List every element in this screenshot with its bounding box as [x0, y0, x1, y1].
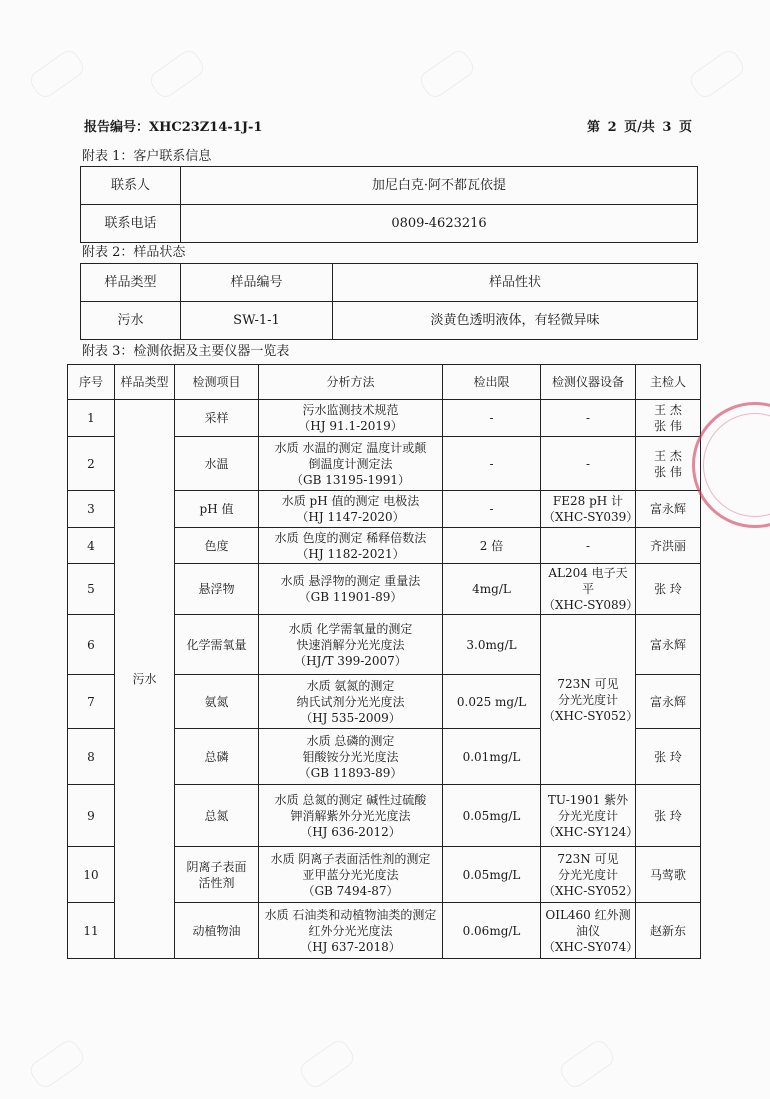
test-item: 悬浮物 — [175, 564, 259, 615]
detection-limit: 0.05mg/L — [443, 847, 541, 903]
inspector: 王 杰 张 伟 — [636, 437, 701, 491]
table-row — [81, 302, 698, 340]
analysis-method: 水质 悬浮物的测定 重量法 （GB 11901-89） — [259, 564, 443, 615]
report-number: 报告编号：XHC23Z14-1J-1 — [84, 120, 263, 135]
detection-limit: - — [443, 491, 541, 528]
table-row — [68, 400, 701, 437]
row-number: 8 — [68, 729, 115, 785]
analysis-method: 水质 总磷的测定 钼酸铵分光光度法 （GB 11893-89） — [259, 729, 443, 785]
table1-caption: 附表 1：客户联系信息 — [82, 149, 212, 164]
detection-limit: 2 倍 — [443, 528, 541, 564]
test-item: 采样 — [175, 400, 259, 437]
inspector: 张 玲 — [636, 729, 701, 785]
phone-label: 联系电话 — [81, 205, 181, 243]
row-number: 11 — [68, 903, 115, 959]
instrument: AL204 电子天平 （XHC-SY089） — [541, 564, 636, 615]
column-header: 序号 — [68, 365, 115, 400]
column-header: 样品性状 — [333, 264, 698, 302]
detection-limit: 0.01mg/L — [443, 729, 541, 785]
test-item: 动植物油 — [175, 903, 259, 959]
column-header: 样品类型 — [115, 365, 175, 400]
column-header: 样品类型 — [81, 264, 181, 302]
row-number: 6 — [68, 615, 115, 675]
analysis-method: 水质 色度的测定 稀释倍数法 （HJ 1182-2021） — [259, 528, 443, 564]
test-item: 氨氮 — [175, 675, 259, 729]
detection-limit: - — [443, 437, 541, 491]
test-item: 水温 — [175, 437, 259, 491]
column-header: 检出限 — [443, 365, 541, 400]
watermark-icon — [687, 47, 747, 101]
row-number: 5 — [68, 564, 115, 615]
sample-appearance-cell: 淡黄色透明液体，有轻微异味 — [333, 302, 698, 340]
table3-caption: 附表 3：检测依据及主要仪器一览表 — [82, 344, 290, 359]
inspector: 齐洪丽 — [636, 528, 701, 564]
column-header: 分析方法 — [259, 365, 443, 400]
instrument: FE28 pH 计 （XHC-SY039） — [541, 491, 636, 528]
table-row — [81, 167, 698, 205]
instrument: TU-1901 紫外 分光光度计 （XHC-SY124） — [541, 785, 636, 847]
page-indicator: 第 2 页/共 3 页 — [587, 120, 692, 135]
instrument: - — [541, 528, 636, 564]
inspector: 赵新东 — [636, 903, 701, 959]
instrument: 723N 可见 分光光度计 （XHC-SY052） — [541, 615, 636, 785]
analysis-method: 污水监测技术规范 （HJ 91.1-2019） — [259, 400, 443, 437]
row-number: 1 — [68, 400, 115, 437]
sample-id-cell: SW-1-1 — [181, 302, 333, 340]
row-number: 10 — [68, 847, 115, 903]
detection-limit: 3.0mg/L — [443, 615, 541, 675]
instrument: - — [541, 400, 636, 437]
row-number: 9 — [68, 785, 115, 847]
column-header: 主检人 — [636, 365, 701, 400]
detection-limit: 0.06mg/L — [443, 903, 541, 959]
instrument: OIL460 红外测 油仪 （XHC-SY074） — [541, 903, 636, 959]
column-header: 检测项目 — [175, 365, 259, 400]
inspector: 张 玲 — [636, 785, 701, 847]
row-number: 4 — [68, 528, 115, 564]
column-header: 检测仪器设备 — [541, 365, 636, 400]
inspector: 王 杰 张 伟 — [636, 400, 701, 437]
instrument: 723N 可见 分光光度计 （XHC-SY052） — [541, 847, 636, 903]
analysis-method: 水质 pH 值的测定 电极法 （HJ 1147-2020） — [259, 491, 443, 528]
test-item: 阴离子表面 活性剂 — [175, 847, 259, 903]
test-item: 总氮 — [175, 785, 259, 847]
contact-value: 加尼白克·阿不都瓦依提 — [181, 167, 698, 205]
detection-limit: 4mg/L — [443, 564, 541, 615]
analysis-method: 水质 氨氮的测定 纳氏试剂分光光度法 （HJ 535-2009） — [259, 675, 443, 729]
analysis-method: 水质 总氮的测定 碱性过硫酸 钾消解紫外分光光度法 （HJ 636-2012） — [259, 785, 443, 847]
column-header: 样品编号 — [181, 264, 333, 302]
inspector: 富永辉 — [636, 675, 701, 729]
contact-label: 联系人 — [81, 167, 181, 205]
seal-stamp-icon — [692, 402, 770, 528]
sample-status-table — [80, 263, 698, 340]
row-number: 7 — [68, 675, 115, 729]
table-row — [81, 205, 698, 243]
test-item: 色度 — [175, 528, 259, 564]
detection-limit: 0.025 mg/L — [443, 675, 541, 729]
instrument: - — [541, 437, 636, 491]
row-number: 3 — [68, 491, 115, 528]
inspector: 马莺歌 — [636, 847, 701, 903]
watermark-icon — [557, 1037, 617, 1091]
test-item: 总磷 — [175, 729, 259, 785]
sample-type-cell: 污水 — [81, 302, 181, 340]
detection-limit: - — [443, 400, 541, 437]
watermark-icon — [27, 1037, 87, 1091]
table-header-row — [81, 264, 698, 302]
watermark-icon — [147, 47, 207, 101]
table2-caption: 附表 2：样品状态 — [82, 245, 186, 260]
phone-value: 0809-4623216 — [181, 205, 698, 243]
analysis-method: 水质 化学需氧量的测定 快速消解分光光度法 （HJ/T 399-2007） — [259, 615, 443, 675]
analysis-method: 水质 水温的测定 温度计或颠 倒温度计测定法 （GB 13195-1991） — [259, 437, 443, 491]
test-item: 化学需氧量 — [175, 615, 259, 675]
inspector: 富永辉 — [636, 491, 701, 528]
test-item: pH 值 — [175, 491, 259, 528]
detection-limit: 0.05mg/L — [443, 785, 541, 847]
row-number: 2 — [68, 437, 115, 491]
inspector: 富永辉 — [636, 615, 701, 675]
watermark-icon — [297, 1037, 357, 1091]
watermark-icon — [27, 47, 87, 101]
sample-type-cell: 污水 — [115, 400, 175, 959]
client-contact-table — [80, 166, 698, 243]
inspector: 张 玲 — [636, 564, 701, 615]
analysis-method: 水质 石油类和动植物油类的测定 红外分光光度法 （HJ 637-2018） — [259, 903, 443, 959]
watermark-icon — [417, 47, 477, 101]
method-instrument-table — [67, 364, 701, 959]
table-header-row — [68, 365, 701, 400]
analysis-method: 水质 阴离子表面活性剂的测定 亚甲蓝分光光度法 （GB 7494-87） — [259, 847, 443, 903]
